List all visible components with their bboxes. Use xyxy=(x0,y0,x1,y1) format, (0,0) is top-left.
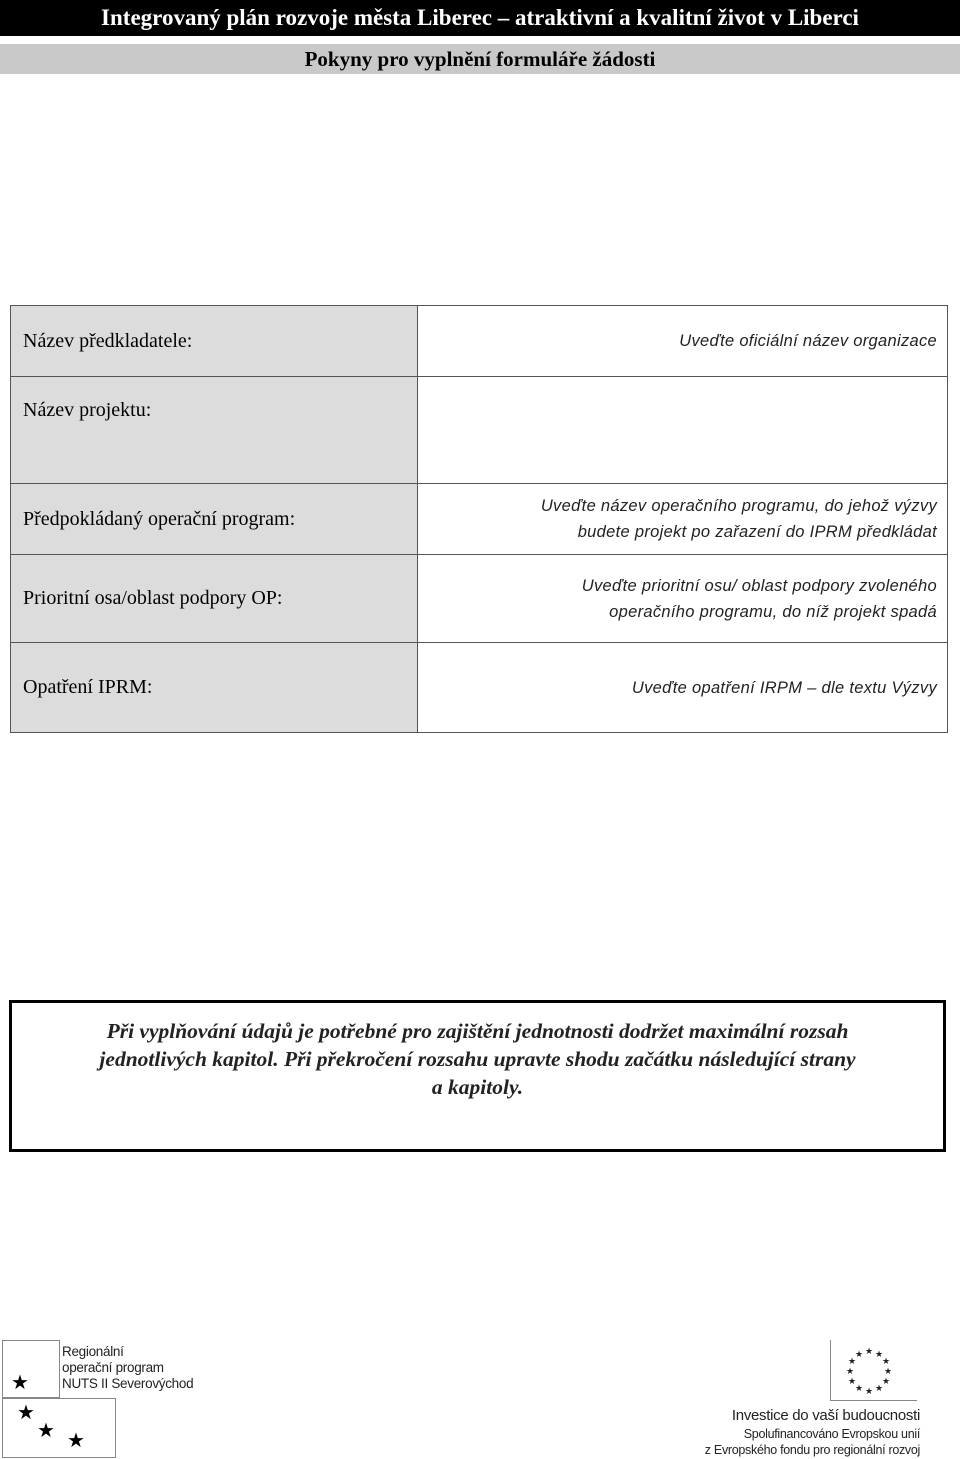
applicant-name-label: Název předkladatele: xyxy=(11,306,418,377)
svg-text:★: ★ xyxy=(881,1357,891,1367)
star-icon: ★ xyxy=(11,1372,29,1394)
logo-frame xyxy=(2,1398,116,1458)
project-name-label: Název projektu: xyxy=(11,377,418,484)
priority-axis-hint-line2: operačního programu, do níž projekt spadá xyxy=(609,602,937,621)
document-subtitle: Pokyny pro vyplnění formuláře žádosti xyxy=(0,44,960,74)
form-row-applicant xyxy=(11,306,948,377)
operational-program-hint-line1: Uveďte název operačního programu, do jehož výzvy xyxy=(540,497,937,515)
svg-text:★: ★ xyxy=(874,1350,884,1360)
form-row-program xyxy=(11,484,948,555)
iprm-measure-hint[interactable]: Uveďte opatření IRPM – dle textu Výzvy xyxy=(418,643,948,733)
svg-text:★: ★ xyxy=(854,1350,864,1360)
svg-text:★: ★ xyxy=(864,1347,874,1357)
notice-line2: jednotlivých kapitol. Při překročení rozsahu upravte shodu začátku následující strany xyxy=(99,1047,856,1071)
rop-logo-line3: NUTS II Severovýchod xyxy=(62,1376,194,1391)
priority-axis-hint-line1: Uveďte prioritní osu/ oblast podpory zvoleného xyxy=(581,576,937,595)
rop-logo-text xyxy=(62,1344,193,1392)
iprm-measure-label: Opatření IPRM: xyxy=(11,643,418,733)
form-row-measure xyxy=(11,643,948,733)
rop-logo xyxy=(0,1340,240,1459)
operational-program-label: Předpokládaný operační program: xyxy=(11,484,418,555)
logo-frame xyxy=(2,1340,60,1398)
form-row-project xyxy=(11,377,948,484)
eu-logo-text xyxy=(705,1406,920,1458)
svg-text:★: ★ xyxy=(847,1357,857,1367)
rop-logo-line2: operační program xyxy=(62,1360,164,1375)
applicant-name-hint[interactable]: Uveďte oficiální název organizace xyxy=(418,306,948,377)
star-icon: ★ xyxy=(67,1430,85,1452)
rop-logo-line1: Regionální xyxy=(62,1344,124,1359)
application-form-table xyxy=(10,305,948,733)
eu-logo-line1: Investice do vaší budoucnosti xyxy=(731,1407,920,1424)
priority-axis-hint[interactable] xyxy=(418,555,948,643)
svg-text:★: ★ xyxy=(845,1367,855,1377)
eu-stars-icon xyxy=(841,1342,897,1398)
notice-line1: Při vyplňování údajů je potřebné pro zajištění jednotnosti dodržet maximální rozsah xyxy=(106,1019,849,1043)
svg-text:★: ★ xyxy=(864,1387,874,1397)
svg-text:★: ★ xyxy=(883,1367,893,1377)
star-icon: ★ xyxy=(17,1402,35,1424)
svg-text:★: ★ xyxy=(854,1384,864,1394)
document-title: Integrovaný plán rozvoje města Liberec – atraktivní a kvalitní život v Liberci xyxy=(0,0,960,36)
svg-text:★: ★ xyxy=(881,1377,891,1387)
eu-logo-line2: Spolufinancováno Evropskou unií xyxy=(743,1427,920,1441)
notice-box xyxy=(9,1000,946,1152)
eu-flag-frame xyxy=(830,1340,917,1401)
svg-text:★: ★ xyxy=(874,1384,884,1394)
form-row-priority xyxy=(11,555,948,643)
notice-line3: a kapitoly. xyxy=(431,1075,524,1099)
eu-logo-line3: z Evropského fondu pro regionální rozvoj xyxy=(704,1443,920,1457)
operational-program-hint[interactable] xyxy=(418,484,948,555)
star-icon: ★ xyxy=(37,1420,55,1442)
operational-program-hint-line2: budete projekt po zařazení do IPRM předkládat xyxy=(577,523,937,541)
eu-logo xyxy=(660,1340,960,1459)
priority-axis-label: Prioritní osa/oblast podpory OP: xyxy=(11,555,418,643)
project-name-field[interactable] xyxy=(418,377,948,484)
svg-text:★: ★ xyxy=(847,1377,857,1387)
